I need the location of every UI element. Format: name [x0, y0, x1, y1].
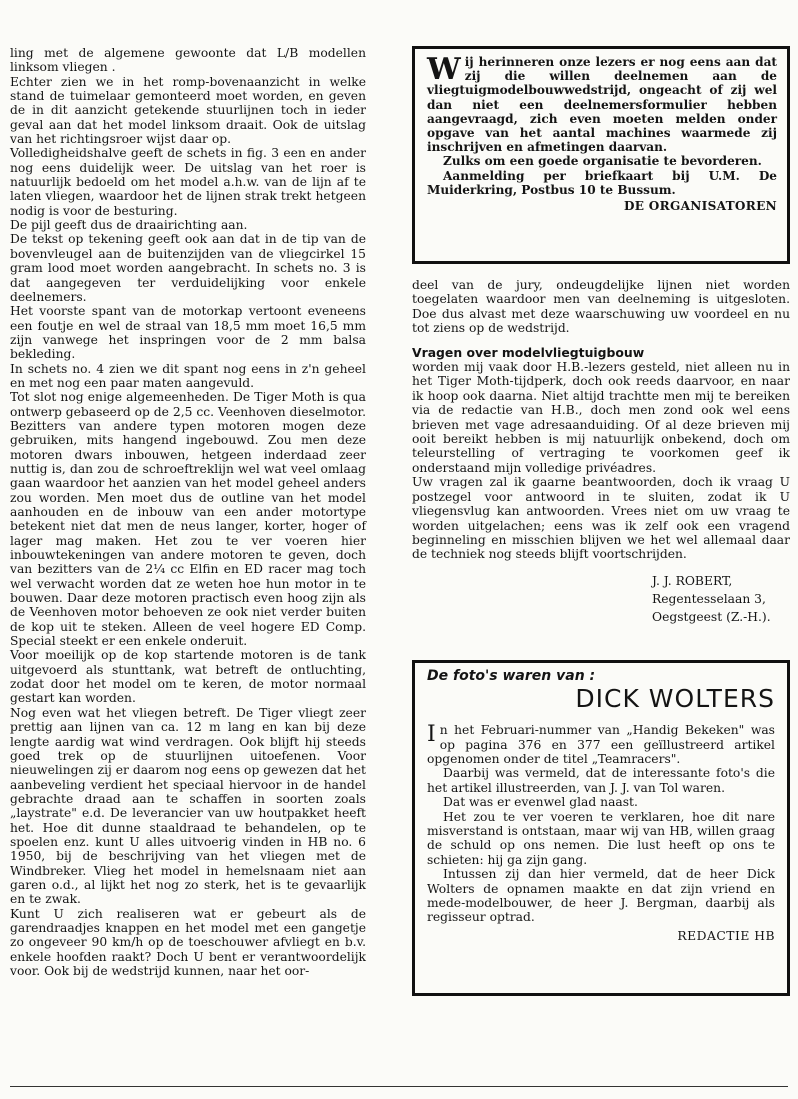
questions-article [412, 278, 790, 562]
paragraph: Nog even wat het vliegen betreft. De Tiger vliegt zeer prettig aan lijnen van ca. 12 m lang en kan bij deze lengte aardig wat wind verdragen. Ook blijft hij steeds goed trek op de stuurlijnen uitoefenen. Voor nieuwelingen zij er daarom nog eens op gewezen dat het aanbeveling verdient het speciaal hiervoor in de handel gebrachte draad aan te schaffen in soorten zoals „laystrate" e.d. De leverancier van uw houtpakket heeft het. Hoe dit dunne staaldraad te behandelen, op te spoelen enz. kunt U alles uitvoerig vinden in HB no. 6 1950, bij de beschrijving van het vliegen met de Windbreker. Vlieg het model in hemelsnaam niet aan garen o.d., al lijkt het nog zo sterk, het is te gevaarlijk en te zwak. [10, 705, 366, 907]
drop-cap: I [427, 722, 436, 748]
notice-purpose: Zulks om een goede organisatie te bevorderen. [443, 154, 762, 169]
paragraph: ling met de algemene gewoonte dat L/B modellen linksom vliegen . [10, 46, 366, 75]
competition-notice-box [412, 46, 790, 264]
drop-cap: W [427, 52, 461, 87]
paragraph: Tot slot nog enige algemeenheden. De Tiger Moth is qua ontwerp gebaseerd op de 2,5 cc. Veenhoven dieselmotor. Bezitters van andere typen motoren mogen deze gebruiken, mits hangend ingebouwd. Zou men deze motoren dwars inbouwen, hetgeen inderdaad zeer nuttig is, dan zou de schroeftreklijn wel wat veel omlaag gaan waardoor het aanzien van het model geheel anders zou worden. Men moet dus de outline van het model aanhouden en de inbouw van een ander motortype betekent niet dat men de neus langer, korter, hoger of lager mag maken. Het zou te ver voeren hier inbouwtekeningen van andere motoren te geven, doch van bezitters van de 2¼ cc Elfin en ED racer mag toch wel verwacht worden dat ze weten hoe hun motor in te bouwen. Daar deze motoren practisch even hoog zijn als de Veenhoven motor behoeven ze ook niet verder buiten de kop uit te steken. Alleen de veel hogere ED Comp. Special steekt er een enkele onderuit. [10, 390, 366, 649]
notice-text [427, 52, 777, 155]
paragraph: De tekst op tekening geeft ook aan dat in de tip van de bovenvleugel aan de buitenzijden van de vliegcirkel 15 gram lood moet worden aangebracht. In schets no. 3 is dat aangegeven ter verduidelijking voor enkele deelnemers. [10, 232, 366, 304]
paragraph: Het voorste spant van de motorkap vertoont eveneens een foutje en wel de straal van 18,5 mm moet 16,5 mm zijn vanwege het inspringen voor de 2 mm balsa bekleding. [10, 304, 366, 362]
photo-credit-box [412, 660, 790, 996]
right-column [412, 46, 790, 996]
left-article-column [10, 46, 366, 978]
paragraph: Dat was er evenwel glad naast. [443, 795, 638, 810]
photo-credit-label: De foto's waren van : [427, 667, 596, 684]
page-bottom-rule [10, 1086, 788, 1087]
notice-registration: Aanmelding per briefkaart bij U.M. De Muiderkring, Postbus 10 te Bussum. [427, 168, 777, 197]
paragraph: worden mij vaak door H.B.-lezers gesteld, niet alleen nu in het Tiger Moth-tijdperk, doch ook reeds daarvoor, en naar ik hoop ook daarna. Niet altijd trachtte men mij te bereiken via de redactie van H.B., doch men zond ook wel eens brieven met vage adresaanduiding. Of al deze brieven mij ooit bereikt hebben is mij natuurlijk onbekend, doch om teleurstelling of vertraging te voorkomen geef ik onderstaand mijn volledige privéadres. [412, 360, 790, 475]
notice-body: ij herinneren onze lezers er nog eens aan dat zij die willen deelnemen aan de vliegtuigmodelbouwwedstrijd, ongeacht of zij wel dan niet een deelnemersformulier hebben aangevraagd, zich even moeten melden onder opgave van het aantal machines waarmede zij inschrijven en afmetingen daarvan. [427, 55, 777, 155]
author-name: J. J. ROBERT, [652, 573, 733, 588]
correction-body: n het Februari-nummer van „Handig Bekeken" was op pagina 376 en 377 een geïllustreerd artikel opgenomen onder de titel „Teamracers". [427, 723, 775, 766]
author-city: Oegstgeest (Z.-H.). [652, 609, 771, 624]
paragraph [427, 723, 775, 766]
section-heading: Vragen over modelvliegtuigbouw [412, 344, 645, 360]
notice-signoff: DE ORGANISATOREN [623, 199, 777, 214]
paragraph: Kunt U zich realiseren wat er gebeurt als de garendraadjes knappen en het model met een gangetje zo ongeveer 90 km/h op de toeschouwer afvliegt en b.v. enkele hoofden raakt? Doch U bent er verantwoordelijk voor. Ook bij de wedstrijd kunnen, naar het oor- [10, 906, 366, 978]
photographer-name: DICK WOLTERS [575, 684, 775, 714]
paragraph: Voor moeilijk op de kop startende motoren is de tank uitgevoerd als stunttank, wat betreft de ontluchting, zodat door het model om te keren, de motor normaal gestart kan worden. [10, 648, 366, 706]
redaction-signoff: REDACTIE HB [677, 928, 775, 943]
paragraph: De pijl geeft dus de draairichting aan. [10, 218, 248, 233]
paragraph: Echter zien we in het romp-bovenaanzicht in welke stand de tuimelaar gemonteerd moet worden, en geven de in dit aanzicht getekende stuurlijnen toch in ieder geval aan dat het model linksom draait. Ook de uitslag van het richtingsroer wijst daar op. [10, 74, 366, 147]
paragraph: In schets no. 4 zien we dit spant nog eens in z'n geheel en met nog een paar maten aangevuld. [10, 361, 366, 390]
paragraph: Daarbij was vermeld, dat de interessante foto's die het artikel illustreerden, van J. J. van Tol waren. [427, 766, 775, 795]
paragraph: Intussen zij dan hier vermeld, dat de heer Dick Wolters de opnamen maakte en dat zijn vriend en mede-modelbouwer, de heer J. Bergman, daarbij als regisseur optrad. [427, 867, 775, 925]
paragraph: Uw vragen zal ik gaarne beantwoorden, doch ik vraag U postzegel voor antwoord in te sluiten, zodat ik U vliegensvlug kan antwoorden. Vrees niet om uw vraag te worden uitgelachen; eens was ik zelf ook een vragend beginneling en misschien blijven we het wel allemaal daar de techniek nog steeds blijft voortschrijden. [412, 475, 790, 562]
author-signature [412, 572, 790, 626]
paragraph: deel van de jury, ondeugdelijke lijnen niet worden toegelaten waardoor men van deelneming is uitgesloten. Doe dus alvast met deze waarschuwing uw voordeel en nu tot ziens op de wedstrijd. [412, 278, 790, 336]
author-street: Regentesselaan 3, [652, 591, 766, 606]
paragraph: Het zou te ver voeren te verklaren, hoe dit nare misverstand is ontstaan, maar wij van HB, willen graag de schuld op ons nemen. Die lust heeft op ons te schieten: hij ga zijn gang. [427, 809, 775, 867]
paragraph: Volledigheidshalve geeft de schets in fig. 3 een en ander nog eens duidelijk weer. De uitslag van het roer is natuurlijk bedoeld om het model a.h.w. van de lijn af te laten vliegen, waardoor het de lijnen strak trekt hetgeen nodig is voor de besturing. [10, 146, 366, 218]
